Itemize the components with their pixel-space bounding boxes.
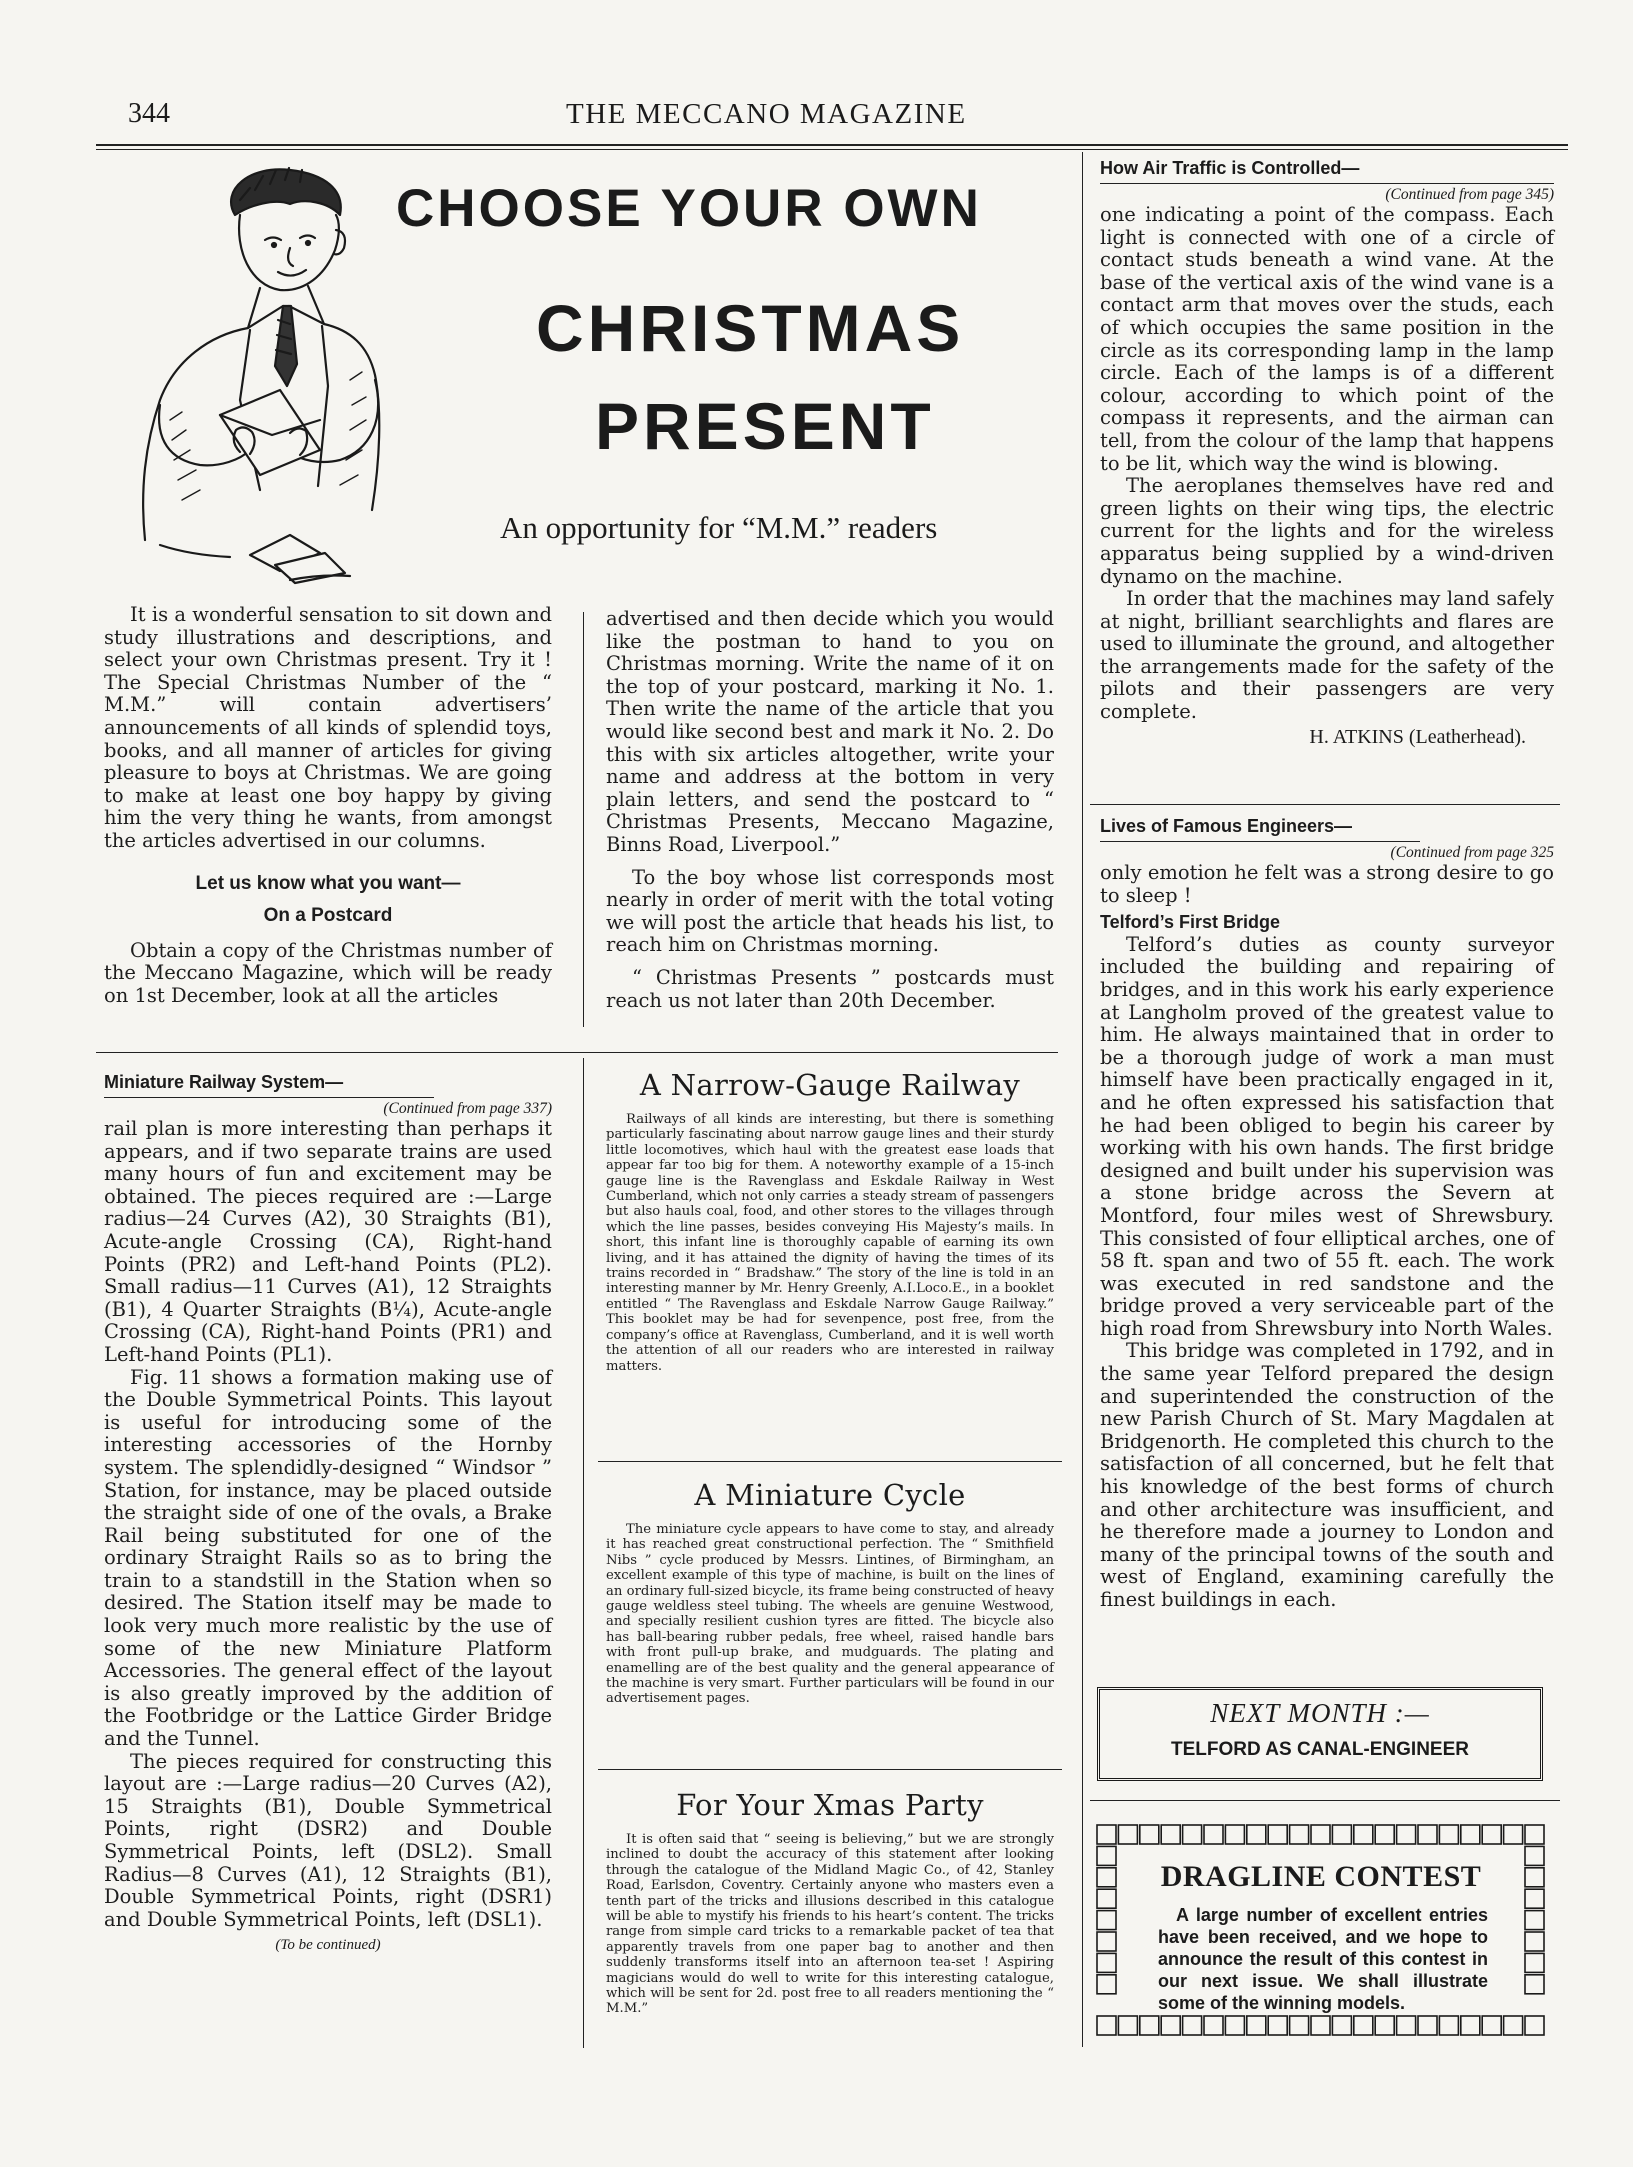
next-month-bottom-rule bbox=[1090, 1800, 1560, 1801]
feature-right-column bbox=[606, 608, 1054, 1012]
border-square bbox=[1354, 2016, 1373, 2035]
feature-subtitle bbox=[500, 510, 937, 546]
railway-section bbox=[104, 1072, 552, 1954]
air-traffic-paragraph2: The aeroplanes themselves have red and green lights on their wing tips, the electric current for the lights and for the wireless apparatus being supplied by a wind-driven dynamo on the machine. bbox=[1100, 474, 1554, 588]
railway-paragraph3: The pieces required for constructing this layout are :—Large radius—20 Curves (A2), 15 Straights (B1), Double Symmetrical Points, right (DSR2) and Double Symmetrical Points, left (DSL2). Small Radius—8 Curves (A1), 12 Straights (B1), Double Symmetrical Points, right (DSR1) and Double Symmetrical Points, left (DSL1). bbox=[104, 1749, 552, 1931]
dragline-title: DRAGLINE CONTEST bbox=[1160, 1860, 1482, 1893]
border-square bbox=[1525, 2016, 1544, 2035]
cycle-heading: A Miniature Cycle bbox=[694, 1478, 966, 1512]
border-square bbox=[1161, 2016, 1180, 2035]
xmas-party-heading: For Your Xmas Party bbox=[676, 1788, 984, 1822]
feature-left-paragraph: It is a wonderful sensation to sit down and study illustrations and descriptions, and select your own Christmas present. Try it ! The Special Christmas Number of the “ M.M.” will contain advertisers’ announcements of all kinds of splendid toys, books, and all manner of articles for giving pleasure to boys at Christmas. We are going to make at least one boy happy by giving him the very thing he wants, from amongst the articles advertised in our columns. bbox=[104, 603, 552, 852]
next-month-box bbox=[1097, 1687, 1543, 1781]
border-square bbox=[1097, 1975, 1116, 1994]
border-square bbox=[1097, 1889, 1116, 1908]
air-traffic-paragraph3: In order that the machines may land safely at night, brilliant searchlights and flares are used to illuminate the ground, and altogether the arrangements made for the safety of the pilots and their passengers are very complete. bbox=[1100, 587, 1554, 724]
border-square bbox=[1525, 1825, 1544, 1844]
xmas-party-text: It is often said that “ seeing is believing,” but we are strongly inclined to doubt the accuracy of this statement after looking through the catalogue of the Midland Magic Co., of 42, Stanley Road, Earlsdon, Coventry. Certainly anyone who masters even a tenth part of the tricks and illusions described in this catalogue will be able to mystify his friends to his heart’s content. The tricks range from simple card tricks to a remarkable packet of tea that apparently travels from one paper bag to another and then suddenly transforms itself into an afternoon tea-set ! Aspiring magicians would do well to write for this interesting catalogue, which will be sent for 2d. post free to all readers mentioning the “ M.M.” bbox=[606, 1832, 1054, 2017]
air-traffic-section bbox=[1100, 158, 1554, 749]
border-square bbox=[1118, 2016, 1137, 2035]
border-square bbox=[1332, 1825, 1351, 1844]
engineers-continued: (Continued from page 325 bbox=[1390, 844, 1554, 861]
next-month-title: TELFORD AS CANAL-ENGINEER bbox=[1170, 1739, 1470, 1760]
border-square bbox=[1225, 1825, 1244, 1844]
cycle-bottom-rule bbox=[598, 1769, 1062, 1770]
border-square bbox=[1247, 2016, 1266, 2035]
feature-bottom-rule bbox=[96, 1052, 1058, 1053]
border-square bbox=[1525, 1953, 1544, 1972]
feature-subtitle-text: An opportunity for “M.M.” readers bbox=[500, 510, 938, 545]
header-rule-thin bbox=[96, 149, 1568, 150]
engineers-heading: Lives of Famous Engineers— bbox=[1100, 816, 1353, 836]
border-square bbox=[1525, 1889, 1544, 1908]
column-divider-middle bbox=[583, 1058, 584, 2048]
border-square bbox=[1097, 1932, 1116, 1951]
engineers-section bbox=[1100, 816, 1554, 1612]
feature-left-column bbox=[104, 604, 552, 1008]
border-square bbox=[1375, 1825, 1394, 1844]
border-square bbox=[1183, 2016, 1202, 2035]
narrow-gauge-bottom-rule bbox=[598, 1461, 1062, 1462]
feature-title-line3: PRESENT bbox=[595, 389, 935, 463]
railway-to-be-continued: (To be continued) bbox=[275, 1937, 381, 1954]
border-square bbox=[1375, 2016, 1394, 2035]
railway-heading-rule bbox=[104, 1097, 434, 1098]
feature-subhead2: On a Postcard bbox=[263, 905, 393, 927]
cycle-text: The miniature cycle appears to have come to stay, and already it has reached great constructional perfection. The “ Smithfield Nibs ” cycle produced by Messrs. Lintines, of Birmingham, an excellent example of this type of machine, is built on the lines of an ordinary full-sized bicycle, its frame being constructed of heavy gauge weldless steel tubing. The wheels are genuine Westwood, and specially resilient cushion tyres are fitted. The bicycle also has ball-bearing rubber pedals, free wheel, raised handle bars with front pull-up brake, and mudguards. The plating and enamelling are of the best quality and the general appearance of the machine is very smart. Further particulars will be found in our advertisement pages. bbox=[606, 1522, 1054, 1707]
narrow-gauge-text: Railways of all kinds are interesting, but there is something particularly fascinating about narrow gauge lines and their sturdy little locomotives, which haul with the greatest ease loads that appear far too big for them. A noteworthy example of a 15-inch gauge line is the Ravenglass and Eskdale Railway in West Cumberland, which not only carries a steady stream of passengers but also hauls coal, food, and other stores to the villages through which the line passes, besides conveying His Majesty’s mails. In short, this infant line is thoroughly capable of earning its own living, and it has attained the dignity of having the times of its trains recorded in “ Bradshaw.” The story of the line is told in an interesting manner by Mr. Henry Greenly, A.I.Loco.E., in a booklet entitled “ The Ravenglass and Eskdale Narrow Gauge Railway.” This booklet may be had for sevenpence, post free, from the company’s office at Ravenglass, Cumberland, and it is well worth the attention of all our readers who are interested in railway matters. bbox=[606, 1112, 1054, 1374]
dragline-text: A large number of excellent entries have been received, and we hope to announce the result of this contest in our next issue. We shall illustrate some of the winning models. bbox=[1158, 1905, 1488, 2013]
border-square bbox=[1204, 2016, 1223, 2035]
border-square bbox=[1097, 2016, 1116, 2035]
feature-right-paragraph2: To the boy whose list corresponds most nearly in order of merit with the total voting we will post the article that heads his list, to reach him on Christmas morning. bbox=[606, 865, 1054, 957]
border-square bbox=[1482, 2016, 1501, 2035]
border-square bbox=[1504, 2016, 1523, 2035]
air-traffic-heading: How Air Traffic is Controlled— bbox=[1100, 158, 1360, 178]
air-traffic-heading-rule bbox=[1100, 183, 1554, 184]
border-square bbox=[1097, 1953, 1116, 1972]
dragline-contest-box bbox=[1096, 1824, 1546, 2036]
engineers-paragraph3: This bridge was completed in 1792, and in the same year Telford prepared the design and superintended the construction of the new Parish Church of St. Mary Magdalen at Bridgenorth. He completed this church to the satisfaction of all concerned, but he felt that his knowledge of the best forms of church and other architecture was insufficient, and he therefore made a journey to London and many of the principal towns of the south and west of England, examining carefully the finest buildings in each. bbox=[1100, 1339, 1554, 1611]
feature-right-paragraph1: advertised and then decide which you would like the postman to hand to you on Christmas morning. Write the name of it on the top of your postcard, marking it No. 1. Then write the name of the article that you would like second best and mark it No. 2. Do this with six articles altogether, write your name and address at the bottom in very plain letters, and send the postcard to “ Christmas Presents, Meccano Magazine, Binns Road, Liverpool.” bbox=[606, 607, 1054, 856]
header-rule bbox=[96, 144, 1568, 146]
border-square bbox=[1097, 1911, 1116, 1930]
air-traffic-paragraph1: one indicating a point of the compass. Each light is connected with one of a circle of contact studs beneath a wind vane. At the base of the vertical axis of the wind vane is a contact arm that moves over the studs, each of which occupies the same position in the circle as its corresponding lamp in the lamp circle. Each of the lamps is of a different colour, according to which point of the compass it represents, and the airman can tell, from the colour of the lamp that happens to be lit, which way the wind is blowing. bbox=[1100, 203, 1554, 475]
border-square bbox=[1418, 2016, 1437, 2035]
xmas-party-section bbox=[606, 1788, 1054, 2017]
page-number: 344 bbox=[128, 98, 170, 129]
railway-paragraph2: Fig. 11 shows a formation making use of the Double Symmetrical Points. This layout is useful for introducing some of the interesting accessories of the Hornby system. The splendidly-designed “ Windsor ” Station, for instance, may be placed outside the straight side of one of the ovals, a Brake Rail being substituted for one of the ordinary Straight Rails so as to bring the train to a standstill in the Station when so desired. The Station itself may be made to look very much more realistic by the use of some of the new Miniature Platform Accessories. The general effect of the layout is also greatly improved by the addition of the Footbridge or the Lattice Girder Bridge and the Tunnel. bbox=[104, 1365, 552, 1751]
border-square bbox=[1097, 1846, 1116, 1865]
next-month-label: NEXT MONTH :— bbox=[1210, 1698, 1430, 1728]
border-square bbox=[1140, 1825, 1159, 1844]
border-square bbox=[1439, 1825, 1458, 1844]
border-square bbox=[1525, 1932, 1544, 1951]
border-square bbox=[1439, 2016, 1458, 2035]
engineers-subheading: Telford’s First Bridge bbox=[1100, 912, 1281, 933]
boy-illustration bbox=[100, 160, 390, 590]
border-square bbox=[1097, 1825, 1116, 1844]
air-traffic-author: H. ATKINS (Leatherhead). bbox=[1309, 725, 1526, 748]
railway-paragraph1: rail plan is more interesting than perhaps it appears, and if two separate trains are used many hours of fun and excitement may be obtained. The pieces required are :—Large radius—24 Curves (A2), 30 Straights (B1), Acute-angle Crossing (CA), Right-hand Points (PR2) and Left-hand Points (PL2). Small radius—11 Curves (A1), 12 Straights (B1), 4 Quarter Straights (B¼), Acute-angle Crossing (CA), Right-hand Points (PR1) and Left-hand Points (PL1). bbox=[104, 1117, 552, 1366]
border-square bbox=[1461, 2016, 1480, 2035]
border-square bbox=[1225, 2016, 1244, 2035]
engineers-heading-rule bbox=[1100, 841, 1420, 842]
column-divider-right bbox=[1082, 152, 1083, 2047]
air-traffic-bottom-rule bbox=[1090, 804, 1560, 805]
border-square bbox=[1482, 1825, 1501, 1844]
feature-divider bbox=[583, 612, 584, 1027]
narrow-gauge-heading: A Narrow-Gauge Railway bbox=[639, 1068, 1021, 1102]
border-square bbox=[1268, 2016, 1287, 2035]
cycle-section bbox=[606, 1478, 1054, 1707]
border-square bbox=[1504, 1825, 1523, 1844]
feature-title-line2: CHRISTMAS bbox=[536, 291, 965, 365]
border-square bbox=[1204, 1825, 1223, 1844]
border-square bbox=[1161, 1825, 1180, 1844]
feature-subhead1: Let us know what you want— bbox=[195, 872, 461, 894]
magazine-title: THE MECCANO MAGAZINE bbox=[566, 98, 967, 130]
border-square bbox=[1525, 1975, 1544, 1994]
border-square bbox=[1140, 2016, 1159, 2035]
feature-title-line1: CHOOSE YOUR OWN bbox=[396, 179, 982, 238]
border-square bbox=[1461, 1825, 1480, 1844]
border-square bbox=[1525, 1846, 1544, 1865]
railway-continued: (Continued from page 337) bbox=[383, 1100, 552, 1117]
border-square bbox=[1118, 1825, 1137, 1844]
border-square bbox=[1525, 1911, 1544, 1930]
border-square bbox=[1247, 1825, 1266, 1844]
border-square bbox=[1268, 1825, 1287, 1844]
border-square bbox=[1525, 1868, 1544, 1887]
engineers-paragraph1: only emotion he felt was a strong desire to go to sleep ! bbox=[1100, 861, 1554, 907]
engineers-paragraph2: Telford’s duties as county surveyor included the building and repairing of bridges, and in this work his early experience at Langholm proved of the greatest value to him. He always maintained that in order to be a thorough judge of work a man must himself have been practically engaged in it, and he often expressed his satisfaction that he had been obliged to begin his career by working with his own hands. The first bridge designed and built under his supervision was a stone bridge across the Severn at Montford, four miles west of Shrewsbury. This consisted of four elliptical arches, one of 58 ft. span and two of 55 ft. each. The work was executed in red sandstone and the bridge proved a very serviceable part of the high road from Shrewsbury into North Wales. bbox=[1100, 932, 1554, 1340]
border-square bbox=[1397, 2016, 1416, 2035]
border-square bbox=[1311, 2016, 1330, 2035]
border-square bbox=[1397, 1825, 1416, 1844]
border-square bbox=[1290, 1825, 1309, 1844]
railway-heading: Miniature Railway System— bbox=[104, 1072, 344, 1092]
feature-right-paragraph3: “ Christmas Presents ” postcards must reach us not later than 20th December. bbox=[606, 965, 1054, 1012]
border-square bbox=[1183, 1825, 1202, 1844]
border-square bbox=[1332, 2016, 1351, 2035]
border-square bbox=[1354, 1825, 1373, 1844]
feature-left-paragraph2: Obtain a copy of the Christmas number of the Meccano Magazine, which will be ready on 1st December, look at all the articles bbox=[104, 938, 552, 1007]
border-square bbox=[1418, 1825, 1437, 1844]
narrow-gauge-section bbox=[606, 1068, 1054, 1374]
air-traffic-continued: (Continued from page 345) bbox=[1385, 186, 1554, 203]
border-square bbox=[1311, 1825, 1330, 1844]
border-square bbox=[1097, 1868, 1116, 1887]
border-square bbox=[1290, 2016, 1309, 2035]
